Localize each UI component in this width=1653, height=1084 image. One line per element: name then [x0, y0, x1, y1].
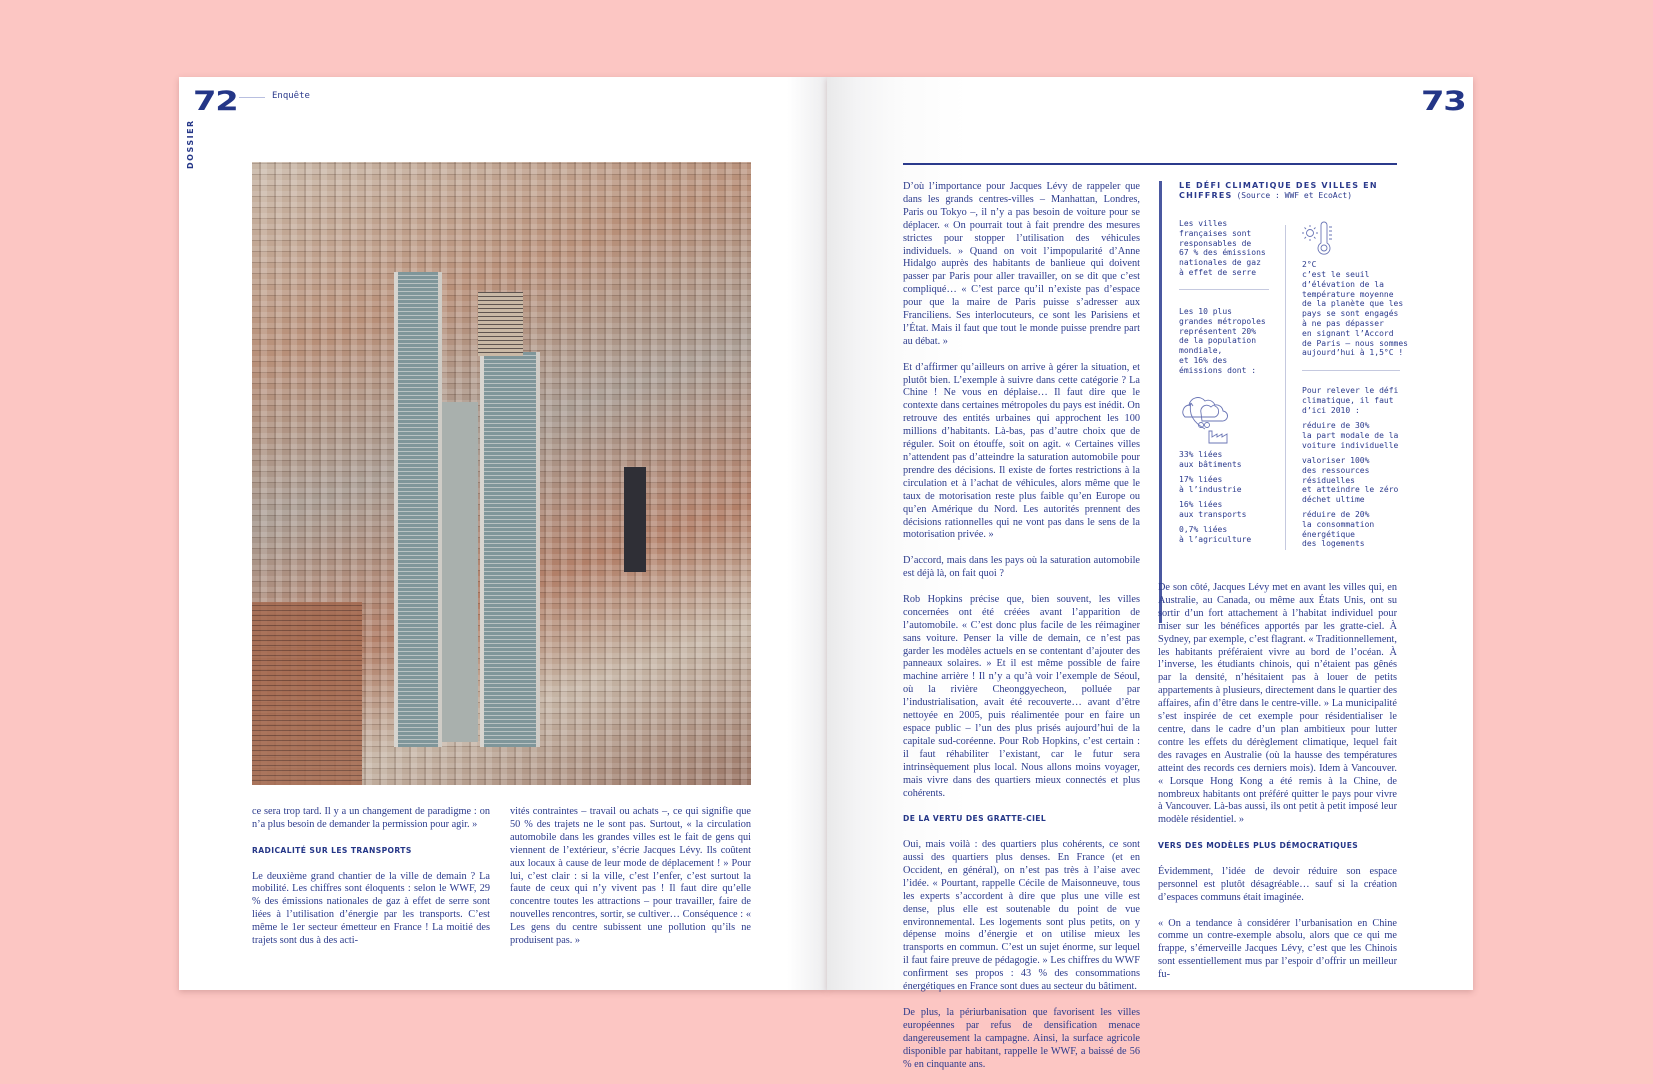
text-column-2	[1158, 582, 1397, 995]
fact-villes: Les villes françaises sont responsables de 67 % des émissions nationales de gaz à effet de serre	[1179, 219, 1266, 277]
column-divider	[1285, 225, 1286, 550]
share-agriculture: 0,7% liées à l’agriculture	[1179, 525, 1252, 544]
tower-shape	[442, 402, 478, 742]
paragraph: De son côté, Jacques Lévy met en avant les villes qui, en Australie, au Canada, ou même aux États Unis, ont su sortir d’un fort attachement à l’habitat individuel pour miser sur les bénéfices apportés par les gratte-ciel. À Sydney, par exemple, c’est flagrant. « Traditionnellement, les habitants préféraient vivre au bord de l’océan. À l’inverse, les étudiants chinois, qui n’étaient pas gênés par la densité, n’hésitaient pas à louer de petits appartements à plusieurs, directement dans le quartier des affaires, afin d’être dans le centre-ville. » La municipalité s’est inspirée de cet exemple pour résidentialiser le centre, dans le cadre d’un plan ambitieux pour lutter contre les effets du dérèglement climatique, lequel fait des ravages en Australie (où la hausse des températures atteint des records ces derniers mois). Idem à Vancouver. « Lorsque Hong Kong a été remis à la Chine, de nombreux habitants ont préféré quitter le pays pour vivre à Vancouver. Là-bas aussi, ils ont petit à petit imposé leur modèle résidentiel. »	[1158, 582, 1397, 826]
paragraph: ce sera trop tard. Il y a un changement de paradigme : on n’a plus besoin de demander la permission pour agir. »	[252, 806, 490, 830]
paragraph: Oui, mais voilà : des quartiers plus cohérents, ce sont aussi des quartiers plus denses. En France (et en Occident, en général), on n’est pas très à l’aise avec l’idée. « Pourtant, rappelle Cécile de Maisonneuve, tous les experts s’accordent à dire que plus une ville est dense, plus elle est soutenable du point de vue environnemental. Les logements sont plus petits, on y dépense moins d’énergie et on utilise mieux les transports en commun. C’est un sujet énorme, sur lequel il faut faire preuve de pédagogie. » Les chiffres du WWF confirment ses propos : 43 % des consommations énergétiques en France sont dues au secteur du bâtiment.	[903, 839, 1140, 993]
section-label: DOSSIER	[186, 119, 195, 169]
box-source: (Source : WWF et EcoAct)	[1236, 191, 1353, 200]
subheading: RADICALITÉ SUR LES TRANSPORTS	[252, 845, 412, 855]
goal-car-share: réduire de 30% la part modale de la voiture individuelle	[1302, 421, 1399, 450]
goal-energy: réduire de 20% la consommation énergétique des logements	[1302, 510, 1375, 549]
right-page	[827, 77, 1473, 1070]
building-shape	[252, 602, 362, 785]
thermometer-sun-icon	[1302, 221, 1338, 257]
cloud-factory-icon	[1179, 391, 1235, 447]
box-title-text: LE DÉFI CLIMATIQUE DES VILLES EN CHIFFRES	[1179, 181, 1378, 200]
tower-shape	[480, 352, 540, 747]
subheading: VERS DES MODÈLES PLUS DÉMOCRATIQUES	[1158, 841, 1359, 851]
divider	[1302, 370, 1400, 371]
share-buildings: 33% liées aux bâtiments	[1179, 450, 1242, 469]
rubric-label: Enquête	[272, 91, 310, 101]
divider	[1179, 289, 1269, 290]
paragraph: Rob Hopkins précise que, bien souvent, les villes concernées ont été créées avant l’apparition de l’automobile. « C’est donc plus facile de les réimaginer sans voiture. Penser la ville de demain, ce n’est pas garder les modèles actuels en se contentant d’ajouter des panneaux solaires. » Et il est même possible de faire machine arrière ! Il n’y a qu’à voir l’exemple de Séoul, où la rivière Cheonggyecheon, polluée par l’industrialisation, avait été recouverte… avant d’être nettoyée en 2005, puis réalimentée pour en faire un espace public – l’un des plus prisés aujourd’hui de la capitale sud-coréenne. Pour Rob Hopkins, c’est certain : il faut réhabiliter l’existant, car le futur sera intrinsèquement plus local. Nous allons moins voyager, mais vivre dans des quartiers mieux connectés et plus cohérents.	[903, 593, 1140, 799]
page-number: 72	[193, 86, 238, 117]
box-title	[1179, 181, 1409, 201]
subheading: DE LA VERTU DES GRATTE-CIEL	[903, 814, 1047, 824]
tower-shape	[394, 272, 442, 747]
paragraph: De plus, la périurbanisation que favorisent les villes européennes par refus de densification menace dangereusement la campagne. Ainsi, la surface agricole disponible par habitant, rappelle le WWF, a baissé de 56 % en cinquante ans.	[903, 1006, 1140, 1070]
building-shape	[478, 292, 523, 356]
share-transport: 16% liées aux transports	[1179, 500, 1247, 519]
paragraph: vités contraintes – travail ou achats –, ce qui signifie que 50 % des trajets ne le sont pas. Surtout, « la circulation automobile dans les grandes villes est le fait de gens qui viennent de l’extérieur, s’écrie Jacques Lévy. Ils coûtent aux locaux à cause de leur mode de déplacement ! » Pour lui, c’est clair : si la ville, c’est l’enfer, c’est surtout la faute de ceux qui n’y vivent pas ! Il faut dire qu’elle concentre toutes les attractions – pour travailler, faire de nouvelles rencontres, sortir, se cultiver… Conséquence : « Les gens du centre subissent une pollution qu’ils ne produisent pas. »	[510, 806, 751, 947]
fact-metropoles: Les 10 plus grandes métropoles représentent 20% de la population mondiale, et 16% des émissions dont :	[1179, 307, 1266, 375]
paragraph: Et d’affirmer qu’ailleurs on arrive à gérer la situation, et plutôt bien. L’exemple à suivre dans cette catégorie ? La Chine ! Ne vous en déplaise… Il faut dire que le contexte dans certaines métropoles du pays est inédit. On retrouve des entités urbaines qui approchent les 100 millions d’habitants. Là-bas, pas d’autre choix que de réguler. Soit on étouffe, soit on agit. « Certaines villes n’attendent pas d’atteindre la saturation automobile pour prendre des décisions. Il existe de fortes restrictions à la circulation et à l’achat de véhicules, alors même que le taux de motorisation reste plus faible qu’en Europe ou qu’en Amérique du Nord. Les autorités prennent des décisions rationnelles qui ne vont pas dans le sens de la motorisation privée. »	[903, 361, 1140, 541]
page-number: 73	[1421, 86, 1466, 117]
text-column-2	[510, 806, 751, 961]
share-industry: 17% liées à l’industrie	[1179, 475, 1242, 494]
goals-intro: Pour relever le défi climatique, il faut d’ici 2010 :	[1302, 386, 1399, 415]
goal-waste: valoriser 100% des ressources résiduelles et atteindre le zéro déchet ultime	[1302, 456, 1399, 505]
paragraph: Évidemment, l’idée de devoir réduire son espace personnel est plutôt désagréable… sauf si la création d’espaces communs était imaginée.	[1158, 865, 1397, 903]
rubric-divider	[239, 97, 265, 98]
paragraph: D’accord, mais dans les pays où la saturation automobile est déjà là, on fait quoi ?	[903, 555, 1140, 580]
paragraph: Le deuxième grand chantier de la ville de demain ? La mobilité. Les chiffres sont éloquents : selon le WWF, 29 % des émissions nationales de gaz à effet de serre sont liées à l’utilisation d’énergie par les transports. C’est même le 1er secteur émetteur en France ! La moitié des trajets sont dus à des acti-	[252, 870, 490, 947]
temperature-value: 2°C	[1302, 260, 1317, 269]
temperature-text: c’est le seuil d’élévation de la température moyenne de la planète que les pays se sont engagés à ne pas dépasser en signant l’Accord de Paris – nous sommes aujourd’hui à 1,5°C !	[1302, 270, 1408, 358]
text-column-1	[252, 806, 490, 961]
top-rule	[903, 163, 1397, 165]
climate-facts-box	[1159, 181, 1408, 623]
paragraph: « On a tendance à considérer l’urbanisation en Chine comme un contre-exemple absolu, alors que ce qui me frappe, s’émerveille Jacques Lévy, c’est que les Chinois sont essentiellement mus par l’espoir d’offrir un meilleur fu-	[1158, 917, 1397, 981]
text-column-1	[903, 181, 1140, 1084]
left-page	[179, 77, 827, 990]
city-skyline-photo	[252, 162, 751, 785]
paragraph: D’où l’importance pour Jacques Lévy de rappeler que dans les grands centres-villes – Manhattan, Londres, Paris ou Tokyo –, il n’y a pas besoin de voiture pour se déplacer. « On pourrait tout à fait prendre des mesures strictes pour stopper l’utilisation des véhicules individuels. » Quand on voit l’impopularité d’Anne Hidalgo auprès des habitants de banlieue qui doivent passer par Paris pour aller travailler, on se dit que c’est compliqué… « C’est parce qu’il n’existe pas d’espace pour que la maire de Paris puisse s’adresser aux Franciliens. Ses interlocuteurs, ce sont les Parisiens et l’État. Mais il faut que tout le monde puisse prendre part au débat. »	[903, 181, 1140, 347]
building-shape	[624, 467, 646, 572]
